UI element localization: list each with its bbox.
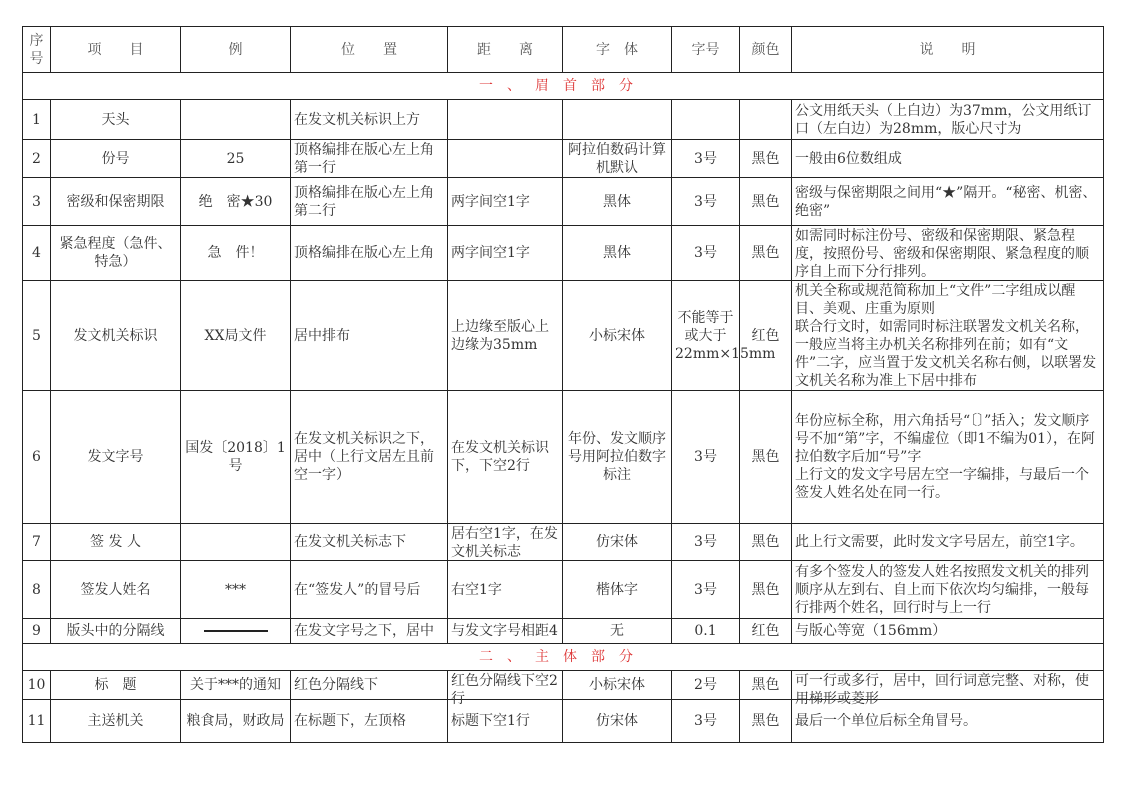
cell-no: 8: [23, 561, 51, 619]
cell-example: [181, 524, 291, 561]
cell-font: 小标宋体: [563, 671, 672, 700]
cell-size: 3号: [672, 140, 740, 178]
cell-item: 份号: [51, 140, 181, 178]
cell-example: XX局文件: [181, 281, 291, 391]
cell-color: 红色: [740, 281, 792, 391]
separator-line-sample: [204, 630, 268, 632]
cell-size: 3号: [672, 524, 740, 561]
header-no: 序号: [23, 27, 51, 73]
cell-example: 绝 密★30: [181, 178, 291, 226]
table-row: [23, 391, 1104, 524]
cell-item: 发文机关标识: [51, 281, 181, 391]
cell-no: 3: [23, 178, 51, 226]
cell-position: 在发文机关标志下: [291, 524, 448, 561]
cell-font: [563, 100, 672, 140]
cell-example: ***: [181, 561, 291, 619]
cell-example: [181, 100, 291, 140]
header-font: 字 体: [563, 27, 672, 73]
cell-example: 国发〔2018〕1号: [181, 391, 291, 524]
cell-color: 黑色: [740, 391, 792, 524]
cell-color: 黑色: [740, 561, 792, 619]
table-row: [23, 281, 1104, 391]
cell-no: 11: [23, 700, 51, 743]
cell-item: 版头中的分隔线: [51, 619, 181, 644]
cell-size: 不能等于或大于22mm×15mm: [672, 281, 740, 391]
cell-color: 黑色: [740, 178, 792, 226]
cell-font: 无: [563, 619, 672, 644]
cell-note: 此上行文需要，此时发文字号居左，前空1字。: [792, 524, 1104, 561]
cell-color: 黑色: [740, 524, 792, 561]
cell-distance: 与发文字号相距4: [448, 619, 563, 644]
header-example: 例: [181, 27, 291, 73]
cell-item: 主送机关: [51, 700, 181, 743]
cell-no: 6: [23, 391, 51, 524]
cell-item: 标 题: [51, 671, 181, 700]
cell-color: [740, 100, 792, 140]
cell-item: 密级和保密期限: [51, 178, 181, 226]
cell-position: 顶格编排在版心左上角第二行: [291, 178, 448, 226]
header-color: 颜色: [740, 27, 792, 73]
table-row: [23, 524, 1104, 561]
cell-no: 7: [23, 524, 51, 561]
cell-position: 在发文机关标识之下，居中（上行文居左且前空一字）: [291, 391, 448, 524]
header-row: [23, 27, 1104, 73]
cell-note: 可一行或多行，居中，回行词意完整、对称，使用梯形或菱形: [792, 671, 1104, 700]
cell-note: 一般由6位数组成: [792, 140, 1104, 178]
cell-distance: 两字间空1字: [448, 226, 563, 281]
cell-color: 红色: [740, 619, 792, 644]
cell-note: 与版心等宽（156mm）: [792, 619, 1104, 644]
cell-item: 天头: [51, 100, 181, 140]
cell-color: 黑色: [740, 140, 792, 178]
table-row: [23, 100, 1104, 140]
header-item: 项 目: [51, 27, 181, 73]
cell-color: 黑色: [740, 700, 792, 743]
cell-item: 紧急程度（急件、特急）: [51, 226, 181, 281]
table-row: [23, 140, 1104, 178]
cell-example: 关于***的通知: [181, 671, 291, 700]
cell-font: 年份、发文顺序号用阿拉伯数字标注: [563, 391, 672, 524]
cell-position: 在发文机关标识上方: [291, 100, 448, 140]
cell-font: 黑体: [563, 178, 672, 226]
cell-size: 3号: [672, 226, 740, 281]
cell-size: 3号: [672, 391, 740, 524]
table-row: [23, 561, 1104, 619]
header-position: 位 置: [291, 27, 448, 73]
cell-item: 签 发 人: [51, 524, 181, 561]
cell-no: 4: [23, 226, 51, 281]
header-size: 字号: [672, 27, 740, 73]
cell-item: 发文字号: [51, 391, 181, 524]
cell-note: 机关全称或规范简称加上“文件”二字组成以醒目、美观、庄重为原则 联合行文时，如需同时标注联署发文机关名称，一般应当将主办机关名称排列在前；如有“文件”二字，应当置于发文机关名称右侧，以联署发文机关名称为准上下居中排布: [792, 281, 1104, 391]
cell-font: 小标宋体: [563, 281, 672, 391]
cell-no: 9: [23, 619, 51, 644]
cell-distance: 在发文机关标识下，下空2行: [448, 391, 563, 524]
cell-distance: 红色分隔线下空2行: [448, 671, 563, 700]
table-row: [23, 671, 1104, 700]
cell-font: 阿拉伯数码计算机默认: [563, 140, 672, 178]
cell-example: 粮食局，财政局: [181, 700, 291, 743]
cell-example: 急 件！: [181, 226, 291, 281]
cell-font: 仿宋体: [563, 524, 672, 561]
cell-position: 居中排布: [291, 281, 448, 391]
header-note: 说 明: [792, 27, 1104, 73]
cell-no: 1: [23, 100, 51, 140]
section-title: 一、眉首部分: [23, 73, 1104, 100]
cell-size: [672, 100, 740, 140]
cell-note: 公文用纸天头（上白边）为37mm，公文用纸订口（左白边）为28mm，版心尺寸为: [792, 100, 1104, 140]
cell-example: [181, 619, 291, 644]
section-title: 二、主体部分: [23, 644, 1104, 671]
cell-example: 25: [181, 140, 291, 178]
cell-distance: [448, 140, 563, 178]
cell-distance: 右空1字: [448, 561, 563, 619]
cell-note: 有多个签发人的签发人姓名按照发文机关的排列顺序从左到右、自上而下依次均匀编排，一般每行排两个姓名，回行时与上一行: [792, 561, 1104, 619]
table-row: [23, 178, 1104, 226]
header-distance: 距 离: [448, 27, 563, 73]
cell-position: 在“签发人”的冒号后: [291, 561, 448, 619]
cell-note: 如需同时标注份号、密级和保密期限、紧急程度，按照份号、密级和保密期限、紧急程度的顺序自上而下分行排列。: [792, 226, 1104, 281]
cell-size: 0.1: [672, 619, 740, 644]
cell-color: 黑色: [740, 226, 792, 281]
table-row: [23, 226, 1104, 281]
section-row: [23, 644, 1104, 671]
cell-size: 3号: [672, 561, 740, 619]
cell-font: 楷体字: [563, 561, 672, 619]
cell-font: 黑体: [563, 226, 672, 281]
table-row: [23, 619, 1104, 644]
cell-note: 年份应标全称，用六角括号“〔〕”括入；发文顺序号不加“第”字，不编虚位（即1不编为01），在阿拉伯数字后加“号”字 上行文的发文字号居左空一字编排，与最后一个签发人姓名处在同一行。: [792, 391, 1104, 524]
official-document-format-table: [22, 26, 1104, 743]
cell-no: 2: [23, 140, 51, 178]
cell-note: 最后一个单位后标全角冒号。: [792, 700, 1104, 743]
cell-distance: [448, 100, 563, 140]
cell-distance: 居右空1字，在发文机关标志: [448, 524, 563, 561]
cell-font: 仿宋体: [563, 700, 672, 743]
cell-size: 2号: [672, 671, 740, 700]
cell-no: 10: [23, 671, 51, 700]
cell-position: 顶格编排在版心左上角第一行: [291, 140, 448, 178]
cell-position: 顶格编排在版心左上角: [291, 226, 448, 281]
cell-size: 3号: [672, 178, 740, 226]
cell-position: 在标题下，左顶格: [291, 700, 448, 743]
cell-note: 密级与保密期限之间用“★”隔开。“秘密、机密、绝密”: [792, 178, 1104, 226]
cell-distance: 标题下空1行: [448, 700, 563, 743]
cell-position: 红色分隔线下: [291, 671, 448, 700]
cell-color: 黑色: [740, 671, 792, 700]
cell-distance: 上边缘至版心上边缘为35mm: [448, 281, 563, 391]
cell-distance: 两字间空1字: [448, 178, 563, 226]
cell-no: 5: [23, 281, 51, 391]
cell-item: 签发人姓名: [51, 561, 181, 619]
table-row: [23, 700, 1104, 743]
section-row: [23, 73, 1104, 100]
cell-position: 在发文字号之下，居中: [291, 619, 448, 644]
cell-size: 3号: [672, 700, 740, 743]
